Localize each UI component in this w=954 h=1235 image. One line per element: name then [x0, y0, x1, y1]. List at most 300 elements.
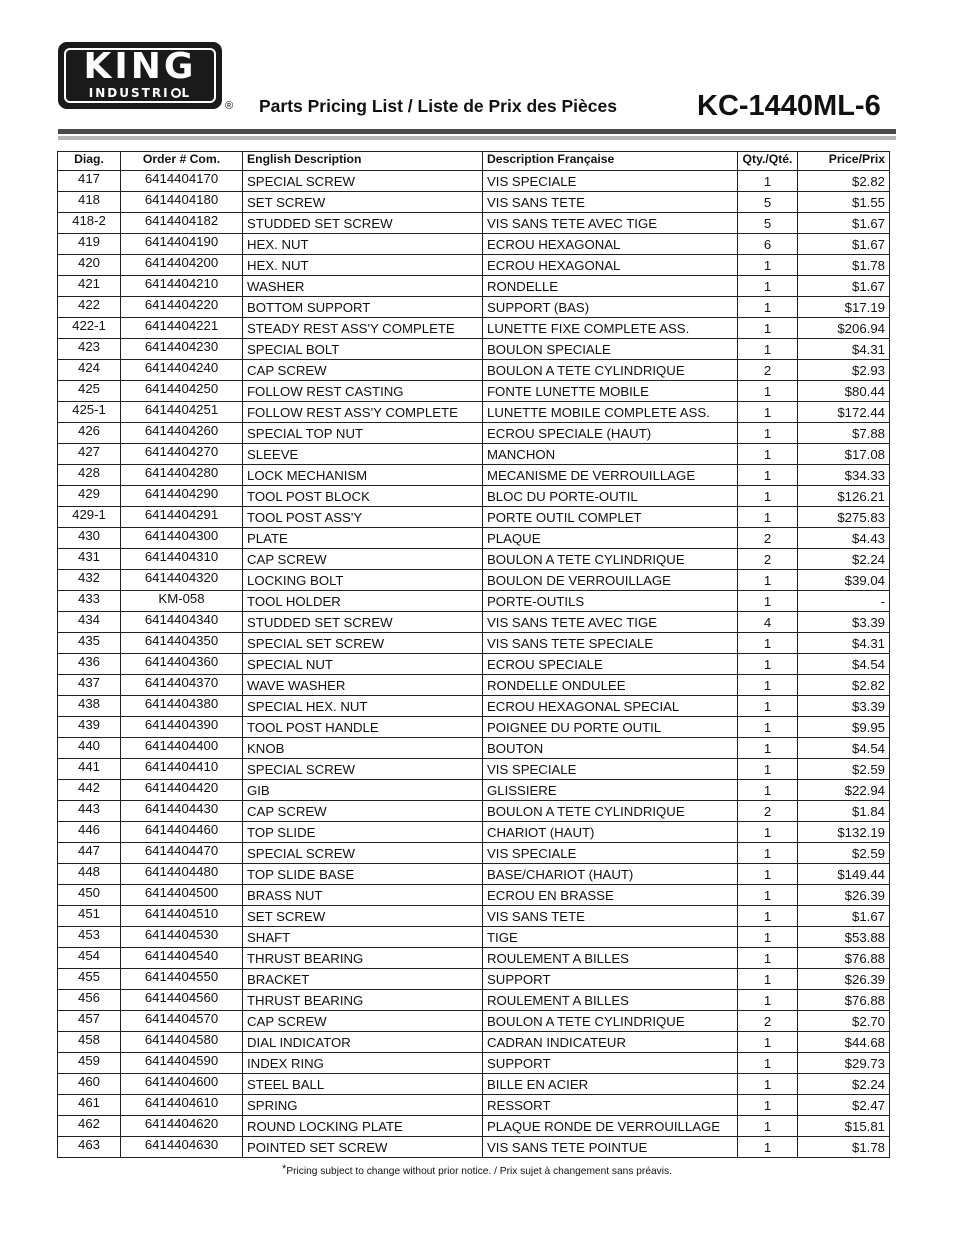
cell-diag: 451 [58, 906, 121, 927]
cell-diag: 423 [58, 339, 121, 360]
cell-diag: 459 [58, 1053, 121, 1074]
cell-price: $9.95 [798, 717, 890, 738]
cell-price: $2.82 [798, 171, 890, 192]
cell-price: $1.67 [798, 276, 890, 297]
cell-english-description: TOP SLIDE BASE [243, 864, 483, 885]
cell-french-description: BOULON A TETE CYLINDRIQUE [483, 360, 738, 381]
logo-brand-text: KING [83, 46, 197, 87]
cell-diag: 429-1 [58, 507, 121, 528]
cell-qty: 1 [738, 885, 798, 906]
cell-english-description: WASHER [243, 276, 483, 297]
cell-price: $76.88 [798, 948, 890, 969]
table-row [58, 276, 890, 297]
cell-english-description: STEADY REST ASS'Y COMPLETE [243, 318, 483, 339]
cell-french-description: ECROU SPECIALE [483, 654, 738, 675]
cell-order-number: 6414404270 [121, 444, 243, 465]
cell-french-description: SUPPORT [483, 969, 738, 990]
cell-qty: 1 [738, 318, 798, 339]
cell-french-description: PORTE-OUTILS [483, 591, 738, 612]
cell-french-description: MANCHON [483, 444, 738, 465]
cell-english-description: INDEX RING [243, 1053, 483, 1074]
cell-diag: 439 [58, 717, 121, 738]
cell-order-number: 6414404600 [121, 1074, 243, 1095]
table-row [58, 465, 890, 486]
cell-english-description: CAP SCREW [243, 1011, 483, 1032]
logo-sub-text [60, 86, 220, 100]
cell-order-number: 6414404230 [121, 339, 243, 360]
cell-french-description: LUNETTE MOBILE COMPLETE ASS. [483, 402, 738, 423]
cell-order-number: 6414404590 [121, 1053, 243, 1074]
cell-qty: 1 [738, 822, 798, 843]
cell-english-description: BOTTOM SUPPORT [243, 297, 483, 318]
cell-french-description: PLAQUE RONDE DE VERROUILLAGE [483, 1116, 738, 1137]
registered-mark: ® [225, 100, 234, 112]
cell-qty: 1 [738, 843, 798, 864]
cell-french-description: ECROU HEXAGONAL SPECIAL [483, 696, 738, 717]
cell-english-description: TOOL HOLDER [243, 591, 483, 612]
cell-french-description: SUPPORT (BAS) [483, 297, 738, 318]
cell-diag: 417 [58, 171, 121, 192]
cell-diag: 463 [58, 1137, 121, 1158]
gear-icon [171, 88, 181, 98]
logo-sub-end: L [181, 86, 192, 100]
cell-price: $2.70 [798, 1011, 890, 1032]
cell-qty: 1 [738, 738, 798, 759]
table-row [58, 1053, 890, 1074]
cell-english-description: SPECIAL BOLT [243, 339, 483, 360]
cell-qty: 2 [738, 528, 798, 549]
table-row [58, 654, 890, 675]
cell-english-description: LOCK MECHANISM [243, 465, 483, 486]
cell-order-number: 6414404260 [121, 423, 243, 444]
cell-qty: 1 [738, 948, 798, 969]
table-row [58, 297, 890, 318]
table-row [58, 1137, 890, 1158]
cell-french-description: ECROU EN BRASSE [483, 885, 738, 906]
cell-diag: 425 [58, 381, 121, 402]
cell-price: $1.55 [798, 192, 890, 213]
cell-price: $4.54 [798, 738, 890, 759]
cell-order-number: 6414404310 [121, 549, 243, 570]
cell-english-description: CAP SCREW [243, 549, 483, 570]
header-order: Order # Com. [121, 152, 243, 171]
cell-french-description: BOULON DE VERROUILLAGE [483, 570, 738, 591]
cell-english-description: TOOL POST BLOCK [243, 486, 483, 507]
cell-qty: 1 [738, 486, 798, 507]
cell-english-description: FOLLOW REST CASTING [243, 381, 483, 402]
cell-english-description: HEX. NUT [243, 255, 483, 276]
cell-price: $22.94 [798, 780, 890, 801]
cell-english-description: BRASS NUT [243, 885, 483, 906]
cell-diag: 434 [58, 612, 121, 633]
table-row [58, 948, 890, 969]
cell-qty: 1 [738, 1053, 798, 1074]
cell-english-description: STUDDED SET SCREW [243, 213, 483, 234]
cell-french-description: MECANISME DE VERROUILLAGE [483, 465, 738, 486]
cell-english-description: TOOL POST ASS'Y [243, 507, 483, 528]
cell-qty: 1 [738, 969, 798, 990]
cell-order-number: 6414404240 [121, 360, 243, 381]
cell-order-number: 6414404550 [121, 969, 243, 990]
cell-english-description: THRUST BEARING [243, 948, 483, 969]
footnote-star: * [282, 1163, 287, 1175]
cell-french-description: BOULON A TETE CYLINDRIQUE [483, 801, 738, 822]
cell-english-description: SPRING [243, 1095, 483, 1116]
table-row [58, 759, 890, 780]
table-row [58, 192, 890, 213]
cell-english-description: LOCKING BOLT [243, 570, 483, 591]
cell-french-description: POIGNEE DU PORTE OUTIL [483, 717, 738, 738]
cell-price: $149.44 [798, 864, 890, 885]
cell-qty: 1 [738, 465, 798, 486]
pricing-footnote [0, 1162, 954, 1179]
table-row [58, 780, 890, 801]
cell-qty: 5 [738, 192, 798, 213]
cell-french-description: PLAQUE [483, 528, 738, 549]
cell-diag: 418-2 [58, 213, 121, 234]
cell-english-description: SLEEVE [243, 444, 483, 465]
cell-diag: 461 [58, 1095, 121, 1116]
cell-french-description: VIS SPECIALE [483, 759, 738, 780]
cell-french-description: VIS SANS TETE AVEC TIGE [483, 612, 738, 633]
table-row [58, 927, 890, 948]
cell-french-description: ROULEMENT A BILLES [483, 990, 738, 1011]
header-french: Description Française [483, 152, 738, 171]
cell-french-description: VIS SPECIALE [483, 843, 738, 864]
cell-price: $26.39 [798, 885, 890, 906]
cell-french-description: TIGE [483, 927, 738, 948]
cell-order-number: 6414404182 [121, 213, 243, 234]
table-row [58, 738, 890, 759]
cell-french-description: ROULEMENT A BILLES [483, 948, 738, 969]
cell-qty: 1 [738, 1074, 798, 1095]
cell-order-number: 6414404340 [121, 612, 243, 633]
cell-qty: 1 [738, 255, 798, 276]
cell-price: $206.94 [798, 318, 890, 339]
cell-order-number: 6414404280 [121, 465, 243, 486]
cell-price: $4.31 [798, 633, 890, 654]
cell-price: $1.84 [798, 801, 890, 822]
cell-diag: 442 [58, 780, 121, 801]
cell-price: $2.59 [798, 843, 890, 864]
cell-french-description: VIS SANS TETE AVEC TIGE [483, 213, 738, 234]
cell-french-description: VIS SANS TETE [483, 906, 738, 927]
cell-qty: 1 [738, 402, 798, 423]
cell-diag: 431 [58, 549, 121, 570]
cell-english-description: SPECIAL HEX. NUT [243, 696, 483, 717]
cell-qty: 1 [738, 444, 798, 465]
cell-qty: 1 [738, 297, 798, 318]
cell-order-number: 6414404530 [121, 927, 243, 948]
cell-qty: 1 [738, 570, 798, 591]
cell-order-number: 6414404220 [121, 297, 243, 318]
cell-qty: 1 [738, 339, 798, 360]
cell-english-description: SET SCREW [243, 906, 483, 927]
cell-french-description: FONTE LUNETTE MOBILE [483, 381, 738, 402]
cell-order-number: KM-058 [121, 591, 243, 612]
cell-order-number: 6414404500 [121, 885, 243, 906]
table-row [58, 969, 890, 990]
cell-diag: 421 [58, 276, 121, 297]
cell-qty: 6 [738, 234, 798, 255]
cell-diag: 455 [58, 969, 121, 990]
cell-price: $29.73 [798, 1053, 890, 1074]
cell-diag: 436 [58, 654, 121, 675]
table-row [58, 549, 890, 570]
cell-english-description: SPECIAL SCREW [243, 843, 483, 864]
parts-table [57, 151, 890, 1158]
cell-order-number: 6414404570 [121, 1011, 243, 1032]
cell-diag: 457 [58, 1011, 121, 1032]
cell-french-description: BOULON A TETE CYLINDRIQUE [483, 1011, 738, 1032]
table-row [58, 444, 890, 465]
cell-order-number: 6414404390 [121, 717, 243, 738]
cell-diag: 450 [58, 885, 121, 906]
table-row [58, 570, 890, 591]
cell-english-description: FOLLOW REST ASS'Y COMPLETE [243, 402, 483, 423]
table-row [58, 1032, 890, 1053]
cell-qty: 1 [738, 1095, 798, 1116]
cell-french-description: BOULON SPECIALE [483, 339, 738, 360]
header-price: Price/Prix [798, 152, 890, 171]
cell-order-number: 6414404300 [121, 528, 243, 549]
cell-price: $3.39 [798, 612, 890, 633]
cell-english-description: STUDDED SET SCREW [243, 612, 483, 633]
cell-order-number: 6414404170 [121, 171, 243, 192]
cell-order-number: 6414404430 [121, 801, 243, 822]
table-row [58, 591, 890, 612]
cell-qty: 2 [738, 549, 798, 570]
cell-order-number: 6414404210 [121, 276, 243, 297]
cell-price: $4.31 [798, 339, 890, 360]
cell-french-description: CHARIOT (HAUT) [483, 822, 738, 843]
cell-order-number: 6414404510 [121, 906, 243, 927]
cell-diag: 428 [58, 465, 121, 486]
cell-english-description: SPECIAL SET SCREW [243, 633, 483, 654]
cell-english-description: POINTED SET SCREW [243, 1137, 483, 1158]
cell-french-description: RONDELLE ONDULEE [483, 675, 738, 696]
table-row [58, 528, 890, 549]
cell-order-number: 6414404460 [121, 822, 243, 843]
cell-price: $1.67 [798, 906, 890, 927]
cell-price: $1.67 [798, 234, 890, 255]
cell-english-description: HEX. NUT [243, 234, 483, 255]
cell-diag: 460 [58, 1074, 121, 1095]
cell-french-description: RESSORT [483, 1095, 738, 1116]
cell-diag: 438 [58, 696, 121, 717]
cell-price: $26.39 [798, 969, 890, 990]
cell-price: $17.08 [798, 444, 890, 465]
cell-diag: 418 [58, 192, 121, 213]
table-row [58, 486, 890, 507]
cell-price: $17.19 [798, 297, 890, 318]
cell-order-number: 6414404610 [121, 1095, 243, 1116]
cell-price: $39.04 [798, 570, 890, 591]
cell-qty: 1 [738, 780, 798, 801]
cell-diag: 427 [58, 444, 121, 465]
cell-qty: 1 [738, 381, 798, 402]
cell-english-description: SPECIAL SCREW [243, 171, 483, 192]
cell-french-description: VIS SANS TETE SPECIALE [483, 633, 738, 654]
cell-french-description: RONDELLE [483, 276, 738, 297]
cell-diag: 422 [58, 297, 121, 318]
cell-order-number: 6414404380 [121, 696, 243, 717]
cell-diag: 448 [58, 864, 121, 885]
cell-qty: 2 [738, 360, 798, 381]
cell-diag: 424 [58, 360, 121, 381]
cell-qty: 1 [738, 717, 798, 738]
table-row [58, 843, 890, 864]
table-row [58, 213, 890, 234]
cell-diag: 426 [58, 423, 121, 444]
cell-order-number: 6414404630 [121, 1137, 243, 1158]
cell-diag: 441 [58, 759, 121, 780]
cell-qty: 1 [738, 864, 798, 885]
table-header-row [58, 152, 890, 171]
cell-diag: 425-1 [58, 402, 121, 423]
cell-english-description: SHAFT [243, 927, 483, 948]
cell-diag: 435 [58, 633, 121, 654]
table-row [58, 675, 890, 696]
cell-diag: 453 [58, 927, 121, 948]
cell-qty: 2 [738, 1011, 798, 1032]
cell-english-description: STEEL BALL [243, 1074, 483, 1095]
cell-order-number: 6414404420 [121, 780, 243, 801]
cell-order-number: 6414404470 [121, 843, 243, 864]
cell-price: $4.43 [798, 528, 890, 549]
table-row [58, 1095, 890, 1116]
cell-diag: 422-1 [58, 318, 121, 339]
cell-price: $172.44 [798, 402, 890, 423]
cell-price: $4.54 [798, 654, 890, 675]
table-row [58, 801, 890, 822]
cell-qty: 1 [738, 990, 798, 1011]
cell-diag: 437 [58, 675, 121, 696]
cell-english-description: GIB [243, 780, 483, 801]
header-english: English Description [243, 152, 483, 171]
cell-qty: 1 [738, 507, 798, 528]
cell-qty: 1 [738, 927, 798, 948]
cell-french-description: LUNETTE FIXE COMPLETE ASS. [483, 318, 738, 339]
table-row [58, 864, 890, 885]
cell-order-number: 6414404291 [121, 507, 243, 528]
cell-order-number: 6414404540 [121, 948, 243, 969]
table-row [58, 885, 890, 906]
cell-price: $126.21 [798, 486, 890, 507]
cell-price: $80.44 [798, 381, 890, 402]
table-row [58, 696, 890, 717]
cell-diag: 446 [58, 822, 121, 843]
table-row [58, 381, 890, 402]
cell-price: - [798, 591, 890, 612]
cell-price: $2.93 [798, 360, 890, 381]
cell-qty: 1 [738, 1116, 798, 1137]
cell-order-number: 6414404251 [121, 402, 243, 423]
cell-english-description: TOP SLIDE [243, 822, 483, 843]
cell-english-description: PLATE [243, 528, 483, 549]
cell-price: $2.24 [798, 549, 890, 570]
cell-french-description: BILLE EN ACIER [483, 1074, 738, 1095]
table-row [58, 423, 890, 444]
header-diag: Diag. [58, 152, 121, 171]
cell-english-description: TOOL POST HANDLE [243, 717, 483, 738]
cell-qty: 1 [738, 654, 798, 675]
cell-price: $275.83 [798, 507, 890, 528]
cell-qty: 1 [738, 591, 798, 612]
cell-diag: 462 [58, 1116, 121, 1137]
cell-french-description: VIS SANS TETE POINTUE [483, 1137, 738, 1158]
cell-diag: 430 [58, 528, 121, 549]
cell-order-number: 6414404480 [121, 864, 243, 885]
table-row [58, 339, 890, 360]
cell-price: $2.47 [798, 1095, 890, 1116]
cell-english-description: SPECIAL SCREW [243, 759, 483, 780]
table-row [58, 402, 890, 423]
table-row [58, 171, 890, 192]
cell-price: $76.88 [798, 990, 890, 1011]
cell-english-description: DIAL INDICATOR [243, 1032, 483, 1053]
cell-order-number: 6414404410 [121, 759, 243, 780]
cell-order-number: 6414404350 [121, 633, 243, 654]
cell-order-number: 6414404180 [121, 192, 243, 213]
cell-french-description: ECROU HEXAGONAL [483, 255, 738, 276]
cell-order-number: 6414404370 [121, 675, 243, 696]
cell-price: $34.33 [798, 465, 890, 486]
cell-english-description: SPECIAL TOP NUT [243, 423, 483, 444]
cell-french-description: SUPPORT [483, 1053, 738, 1074]
cell-qty: 5 [738, 213, 798, 234]
cell-price: $1.78 [798, 255, 890, 276]
cell-qty: 1 [738, 1137, 798, 1158]
cell-price: $44.68 [798, 1032, 890, 1053]
cell-french-description: GLISSIERE [483, 780, 738, 801]
cell-english-description: SET SCREW [243, 192, 483, 213]
cell-diag: 454 [58, 948, 121, 969]
cell-order-number: 6414404620 [121, 1116, 243, 1137]
cell-french-description: BLOC DU PORTE-OUTIL [483, 486, 738, 507]
cell-order-number: 6414404200 [121, 255, 243, 276]
cell-diag: 456 [58, 990, 121, 1011]
cell-qty: 1 [738, 171, 798, 192]
cell-price: $1.67 [798, 213, 890, 234]
cell-order-number: 6414404221 [121, 318, 243, 339]
cell-diag: 419 [58, 234, 121, 255]
cell-qty: 1 [738, 1032, 798, 1053]
cell-french-description: PORTE OUTIL COMPLET [483, 507, 738, 528]
table-row [58, 1074, 890, 1095]
table-row [58, 1116, 890, 1137]
table-row [58, 507, 890, 528]
cell-french-description: ECROU SPECIALE (HAUT) [483, 423, 738, 444]
table-row [58, 360, 890, 381]
table-row [58, 612, 890, 633]
cell-order-number: 6414404190 [121, 234, 243, 255]
cell-qty: 1 [738, 423, 798, 444]
cell-diag: 429 [58, 486, 121, 507]
table-row [58, 255, 890, 276]
cell-qty: 1 [738, 276, 798, 297]
table-row [58, 822, 890, 843]
cell-price: $53.88 [798, 927, 890, 948]
page-subtitle: Parts Pricing List / Liste de Prix des Pièces [259, 96, 617, 116]
cell-english-description: WAVE WASHER [243, 675, 483, 696]
cell-price: $15.81 [798, 1116, 890, 1137]
cell-english-description: THRUST BEARING [243, 990, 483, 1011]
cell-price: $2.24 [798, 1074, 890, 1095]
cell-english-description: SPECIAL NUT [243, 654, 483, 675]
cell-english-description: CAP SCREW [243, 801, 483, 822]
table-row [58, 1011, 890, 1032]
